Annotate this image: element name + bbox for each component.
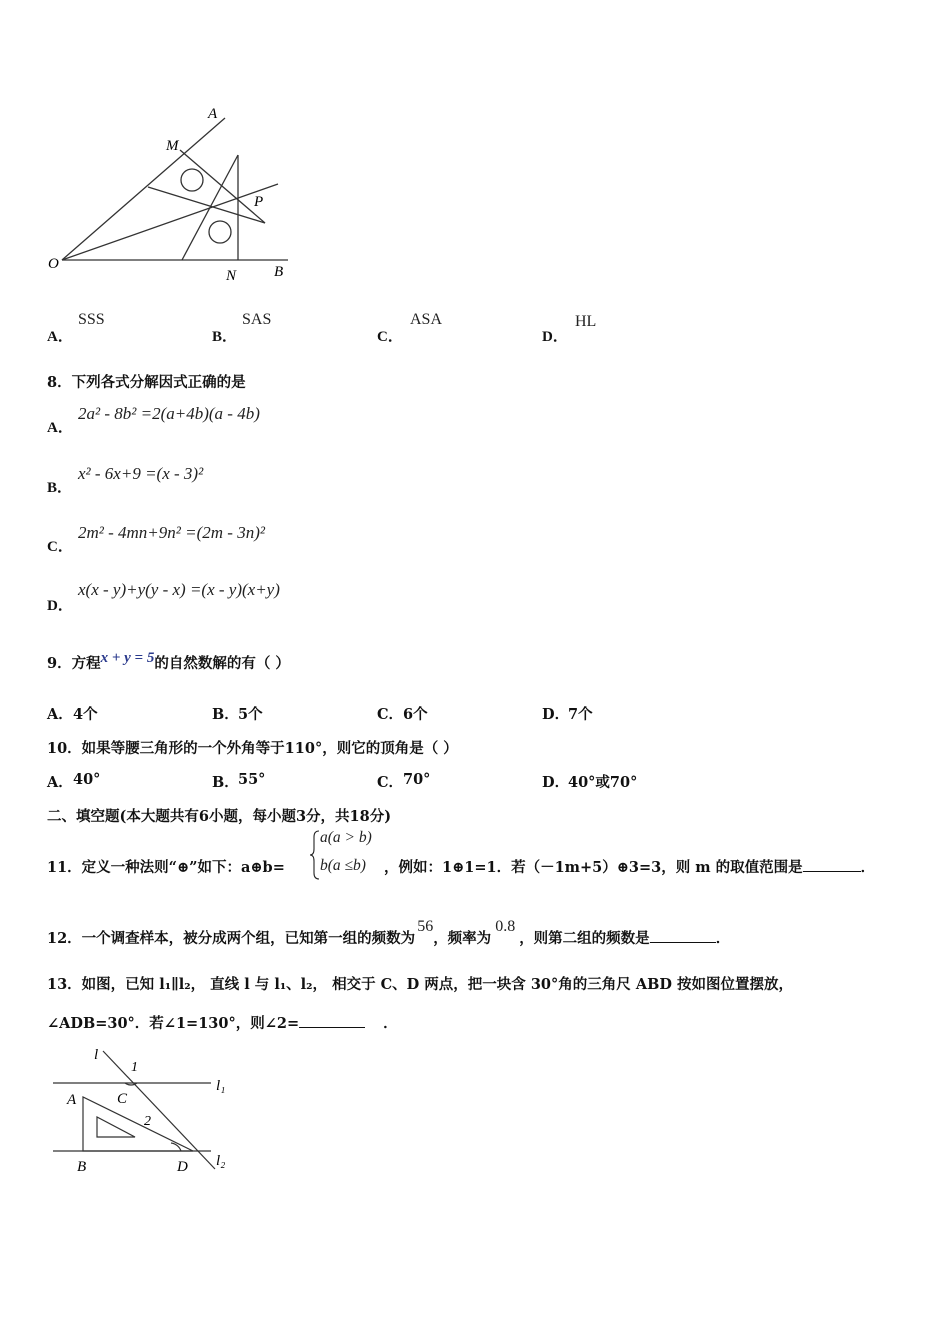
q12-stem: [47, 918, 731, 948]
ruler1-edge-b: [180, 150, 265, 223]
label-angle-2: 2: [144, 1114, 151, 1129]
q7-option-a-text: SSS: [78, 311, 105, 328]
q10-option-d-text: 40°或70°: [568, 774, 638, 791]
q12-answer-blank[interactable]: [650, 928, 716, 943]
q8-stem: 8．下列各式分解因式正确的是: [47, 374, 246, 391]
label-angle-1: 1: [131, 1060, 138, 1075]
q12-part-2: ，频率为: [433, 930, 492, 947]
q10-option-d-letter: D．: [542, 774, 570, 791]
q9-stem: [47, 652, 290, 673]
ruler1-hole: [181, 169, 203, 191]
q11-end: ．: [860, 859, 876, 876]
q10-option-c-letter: C．: [377, 774, 404, 791]
q13-geometry-figure: [45, 1043, 245, 1178]
q7-option-d-text: HL: [575, 313, 597, 330]
q10-option-c-text: 70°: [403, 771, 431, 788]
q11-stem-before: 11．定义一种法则“⊕”如下：a⊕b=: [47, 859, 285, 876]
q13-answer-blank[interactable]: [299, 1013, 365, 1028]
label-o: O: [48, 256, 59, 272]
q7-option-b-text: SAS: [242, 311, 272, 328]
q9-option-c-text: 6个: [403, 706, 428, 723]
q9-option-a-text: 4个: [73, 706, 98, 723]
q9-option-d-letter: D．: [542, 706, 570, 723]
q12-frequency: 56: [417, 918, 434, 935]
label-b: B: [77, 1159, 87, 1175]
label-l2: l₂: [216, 1153, 226, 1169]
q9-stem-before: 9．方程: [47, 655, 101, 672]
q10-option-b-text: 55°: [238, 771, 266, 788]
q8-option-b-expr: x² - 6x+9 =(x - 3)²: [78, 464, 204, 483]
label-c: C: [117, 1091, 128, 1107]
q11-stem-after: ，例如：1⊕1=1．若（－1m+5）⊕3=3，则 m 的取值范围是: [384, 859, 803, 876]
label-l1: l₁: [216, 1078, 226, 1094]
label-n: N: [226, 268, 237, 284]
ray-op: [62, 184, 278, 260]
q7-option-b-letter: B．: [212, 329, 238, 345]
label-p: P: [254, 194, 264, 210]
q11-case-1: a(a > b): [320, 829, 372, 846]
q9-option-c-letter: C．: [377, 706, 404, 723]
q12-rate: 0.8: [495, 918, 516, 935]
section-heading-fill-blank: 二、填空题(本大题共有6小题，每小题3分，共18分): [47, 808, 392, 825]
q9-option-b-letter: B．: [212, 706, 239, 723]
q10-stem: 10．如果等腰三角形的一个外角等于110°，则它的顶角是（ ）: [47, 740, 458, 757]
q7-geometry-figure: [40, 100, 310, 290]
q10-option-b-letter: B．: [212, 774, 239, 791]
label-d: D: [177, 1159, 188, 1175]
q8-option-a-expr: 2a² - 8b² =2(a+4b)(a - 4b): [78, 404, 260, 423]
q8-option-c-letter: C．: [47, 539, 73, 555]
label-b: B: [274, 264, 284, 280]
q9-option-a-letter: A．: [47, 706, 73, 723]
ray-oa: [62, 118, 225, 260]
q13-end: ．: [383, 1015, 398, 1032]
q13-stem-before: ∠ADB=30°．若∠1=130°，则∠2=: [47, 1015, 300, 1032]
q12-end: ．: [715, 930, 731, 947]
q13-stem-line-2: [47, 1012, 398, 1033]
q8-option-d-letter: D．: [47, 598, 73, 614]
q7-option-a-letter: A．: [47, 329, 73, 345]
q10-option-a-text: 40°: [73, 771, 101, 788]
label-l: l: [94, 1047, 99, 1063]
q11-answer-blank[interactable]: [803, 857, 861, 872]
set-square-outer: [83, 1097, 193, 1151]
q8-option-a-letter: A．: [47, 420, 73, 436]
q7-option-c-text: ASA: [410, 311, 443, 328]
q11-case-2: b(a ≤b): [320, 857, 366, 874]
q9-equation: x + y = 5: [100, 650, 155, 666]
label-a: A: [67, 1092, 77, 1108]
ruler2-edge-a: [182, 155, 238, 260]
label-m: M: [166, 138, 179, 154]
q9-stem-after: 的自然数解的有（ ）: [154, 655, 290, 672]
q8-option-c-expr: 2m² - 4mn+9n² =(2m - 3n)²: [78, 523, 265, 542]
ruler1-edge-a: [148, 187, 265, 223]
q8-option-d-expr: x(x - y)+y(y - x) =(x - y)(x+y): [78, 580, 280, 599]
q11-stem-after-line: [384, 856, 875, 877]
q7-option-c-letter: C．: [377, 329, 403, 345]
q12-part-3: ，则第二组的频数是: [519, 930, 650, 947]
q9-option-b-text: 5个: [238, 706, 263, 723]
ruler2-hole: [209, 221, 231, 243]
q13-stem-line-1: 13．如图，已知 l₁∥l₂， 直线 l 与 l₁、l₂， 相交于 C、D 两点，把一块含 30°角的三角尺 ABD 按如图位置摆放，: [47, 976, 793, 993]
q8-option-b-letter: B．: [47, 480, 73, 496]
label-a: A: [208, 106, 218, 122]
q12-part-1: 12．一个调查样本，被分成两个组，已知第一组的频数为: [47, 930, 416, 947]
q10-option-a-letter: A．: [47, 774, 73, 791]
q7-option-d-letter: D．: [542, 329, 568, 345]
q9-option-d-text: 7个: [568, 706, 593, 723]
